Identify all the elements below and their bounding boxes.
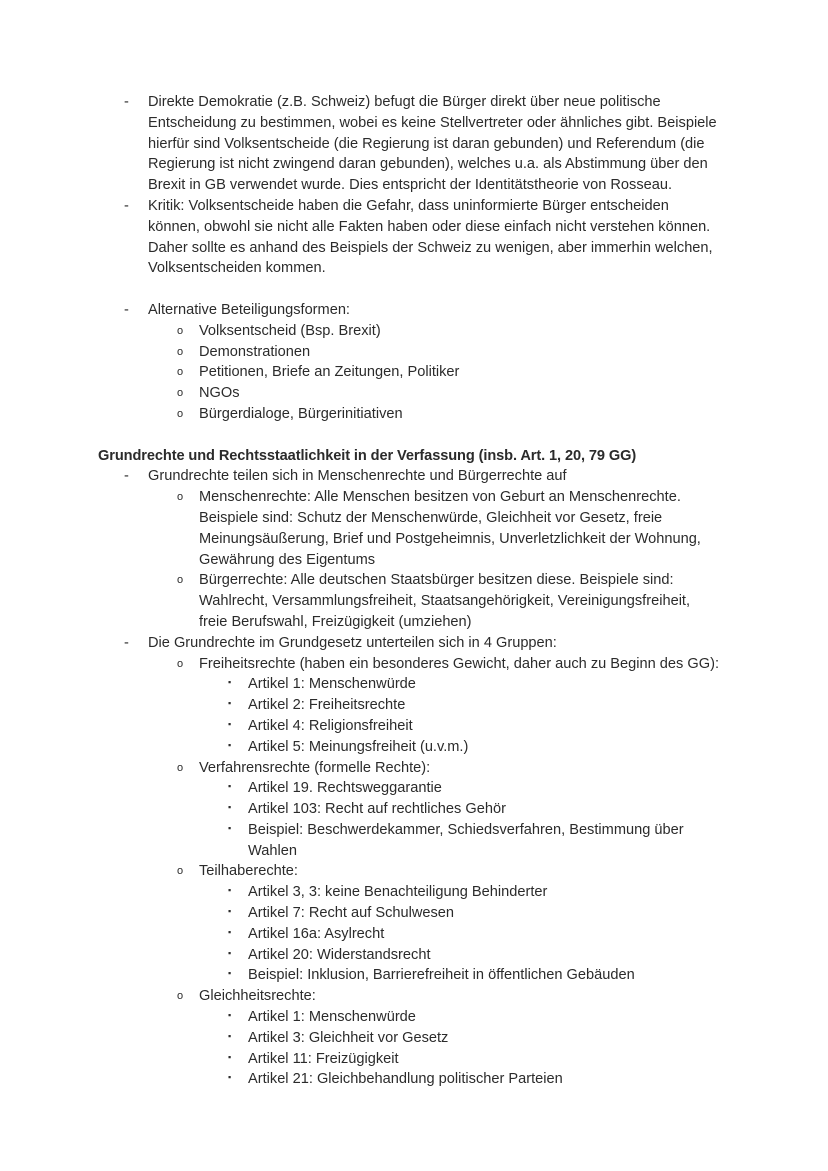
list-item-text: Artikel 16a: Asylrecht	[248, 925, 385, 942]
list-item-text: Artikel 11: Freizügigkeit	[248, 1050, 399, 1067]
list-item-text: Beispiel: Inklusion, Barrierefreiheit in öffentlichen Gebäuden	[248, 967, 635, 984]
document-body	[98, 92, 720, 1090]
list-item	[177, 570, 720, 632]
list-item-text: Bürgerdialoge, Bürgerinitiativen	[199, 405, 403, 422]
list-item	[228, 1007, 720, 1028]
circle-bullet-icon: o	[177, 491, 184, 504]
circle-bullet-icon: o	[177, 574, 184, 587]
square-bullet-icon: ▪	[228, 1010, 232, 1021]
list-item-text: Petitionen, Briefe an Zeitungen, Politiker	[199, 364, 460, 381]
list-item	[177, 861, 720, 882]
square-bullet-icon: ▪	[228, 781, 232, 792]
square-bullet-icon: ▪	[228, 947, 232, 958]
list-item-text: Artikel 2: Freiheitsrechte	[248, 697, 406, 714]
list-item-text: Verfahrensrechte (formelle Rechte):	[199, 759, 431, 776]
list-item	[177, 362, 720, 383]
list-item	[228, 882, 720, 903]
list-item-text: Teilhaberechte:	[199, 863, 298, 880]
list-item-text: Artikel 3, 3: keine Benachteiligung Behinderter	[248, 884, 548, 901]
square-bullet-icon: ▪	[228, 802, 232, 813]
circle-bullet-icon: o	[177, 324, 184, 337]
list-item	[228, 1049, 720, 1070]
list-item	[228, 924, 720, 945]
list-item-text: Artikel 3: Gleichheit vor Gesetz	[248, 1029, 449, 1046]
paragraph-spacer	[98, 425, 720, 446]
dash-bullet-icon: -	[124, 301, 129, 318]
list-item	[228, 799, 720, 820]
list-item	[177, 986, 720, 1007]
list-item	[177, 487, 720, 570]
list-item-text: Kritik: Volksentscheide haben die Gefahr, dass uninformierte Bürger entscheiden können, obwohl sie nicht alle Fakten haben oder diese einfach nicht verstehen können. Daher sollte es anhand des Beispiels der Schweiz zu wenigen, aber immerhin welchen, Volksentscheiden kommen.	[148, 197, 713, 277]
list-item	[228, 737, 720, 758]
circle-bullet-icon: o	[177, 366, 184, 379]
list-item-text: NGOs	[199, 385, 240, 402]
square-bullet-icon: ▪	[228, 885, 232, 896]
list-item	[124, 92, 720, 196]
list-item-text: Demonstrationen	[199, 343, 311, 360]
square-bullet-icon: ▪	[228, 1030, 232, 1041]
list-item-text: Freiheitsrechte (haben ein besonderes Gewicht, daher auch zu Beginn des GG):	[199, 655, 719, 672]
dash-bullet-icon: -	[124, 94, 129, 110]
list-item	[228, 965, 720, 986]
list-item-text: Artikel 4: Religionsfreiheit	[248, 717, 413, 734]
list-item-text: Alternative Beteiligungsformen:	[148, 301, 350, 318]
list-item	[228, 716, 720, 737]
list-item	[177, 342, 720, 363]
list-item	[177, 321, 720, 342]
list-item-text: Die Grundrechte im Grundgesetz unterteilen sich in 4 Gruppen:	[148, 634, 557, 651]
list-item	[177, 404, 720, 425]
circle-bullet-icon: o	[177, 345, 184, 358]
square-bullet-icon: ▪	[228, 739, 232, 750]
square-bullet-icon: ▪	[228, 906, 232, 917]
circle-bullet-icon: o	[177, 761, 184, 774]
list-item	[124, 300, 720, 321]
list-item-text: Bürgerrechte: Alle deutschen Staatsbürger besitzen diese. Beispiele sind: Wahlrecht, Versammlungsfreiheit, Staatsangehörigkeit, Vereinigungsfreiheit, freie Berufswahl, Freizügigkeit (umziehen)	[199, 572, 691, 630]
section-heading: Grundrechte und Rechtsstaatlichkeit in der Verfassung (insb. Art. 1, 20, 79 GG)	[98, 447, 637, 464]
circle-bullet-icon: o	[177, 990, 184, 1003]
square-bullet-icon: ▪	[228, 926, 232, 937]
list-item-text: Grundrechte teilen sich in Menschenrechte und Bürgerrechte auf	[148, 468, 567, 485]
list-item	[228, 695, 720, 716]
list-item	[177, 654, 720, 675]
list-item	[124, 466, 720, 487]
list-item	[228, 945, 720, 966]
paragraph-spacer	[98, 279, 720, 300]
list-item	[228, 903, 720, 924]
list-item-text: Beispiel: Beschwerdekammer, Schiedsverfahren, Bestimmung über Wahlen	[248, 821, 684, 859]
list-item-text: Artikel 21: Gleichbehandlung politischer Parteien	[248, 1071, 563, 1088]
list-item-text: Volksentscheid (Bsp. Brexit)	[199, 322, 381, 339]
list-item	[228, 674, 720, 695]
list-item	[228, 1028, 720, 1049]
square-bullet-icon: ▪	[228, 718, 232, 729]
square-bullet-icon: ▪	[228, 1051, 232, 1062]
list-item	[124, 196, 720, 279]
list-item	[228, 1069, 720, 1090]
circle-bullet-icon: o	[177, 865, 184, 878]
list-item	[228, 820, 720, 862]
list-item-text: Menschenrechte: Alle Menschen besitzen von Geburt an Menschenrechte. Beispiele sind: Schutz der Menschenwürde, Gleichheit vor Gesetz, freie Meinungsäußerung, Brief und Postgeheimnis, Unverletzlichkeit der Wohnung, Gewährung des Eigentums	[199, 489, 701, 568]
list-item-text: Direkte Demokratie (z.B. Schweiz) befugt die Bürger direkt über neue politische Entscheidung zu bestimmen, wobei es keine Stellvertreter oder ähnliches gibt. Beispiele hierfür sind Volksentscheide (die Regierung ist daran gebunden) und Referendum (die Regierung ist nicht zwingend daran gebunden), welches u.a. als Abstimmung über den Brexit in GB verwendet wurde. Dies entspricht der Identitätstheorie von Rosseau.	[148, 94, 717, 194]
circle-bullet-icon: o	[177, 657, 184, 670]
square-bullet-icon: ▪	[228, 968, 232, 979]
list-item-text: Gleichheitsrechte:	[199, 988, 316, 1005]
square-bullet-icon: ▪	[228, 677, 232, 688]
square-bullet-icon: ▪	[228, 822, 232, 833]
list-item-text: Artikel 19. Rechtsweggarantie	[248, 780, 442, 797]
list-item	[228, 778, 720, 799]
list-item-text: Artikel 5: Meinungsfreiheit (u.v.m.)	[248, 738, 469, 755]
circle-bullet-icon: o	[177, 387, 184, 400]
circle-bullet-icon: o	[177, 407, 184, 420]
list-item-text: Artikel 103: Recht auf rechtliches Gehör	[248, 801, 506, 818]
list-item	[177, 758, 720, 779]
list-item	[177, 383, 720, 404]
square-bullet-icon: ▪	[228, 1072, 232, 1083]
list-item-text: Artikel 7: Recht auf Schulwesen	[248, 905, 455, 922]
list-item-text: Artikel 1: Menschenwürde	[248, 1009, 416, 1026]
dash-bullet-icon: -	[124, 468, 129, 485]
square-bullet-icon: ▪	[228, 698, 232, 709]
list-item-text: Artikel 20: Widerstandsrecht	[248, 946, 431, 963]
list-item	[124, 633, 720, 654]
dash-bullet-icon: -	[124, 197, 129, 214]
list-item-text: Artikel 1: Menschenwürde	[248, 676, 416, 693]
dash-bullet-icon: -	[124, 634, 129, 651]
